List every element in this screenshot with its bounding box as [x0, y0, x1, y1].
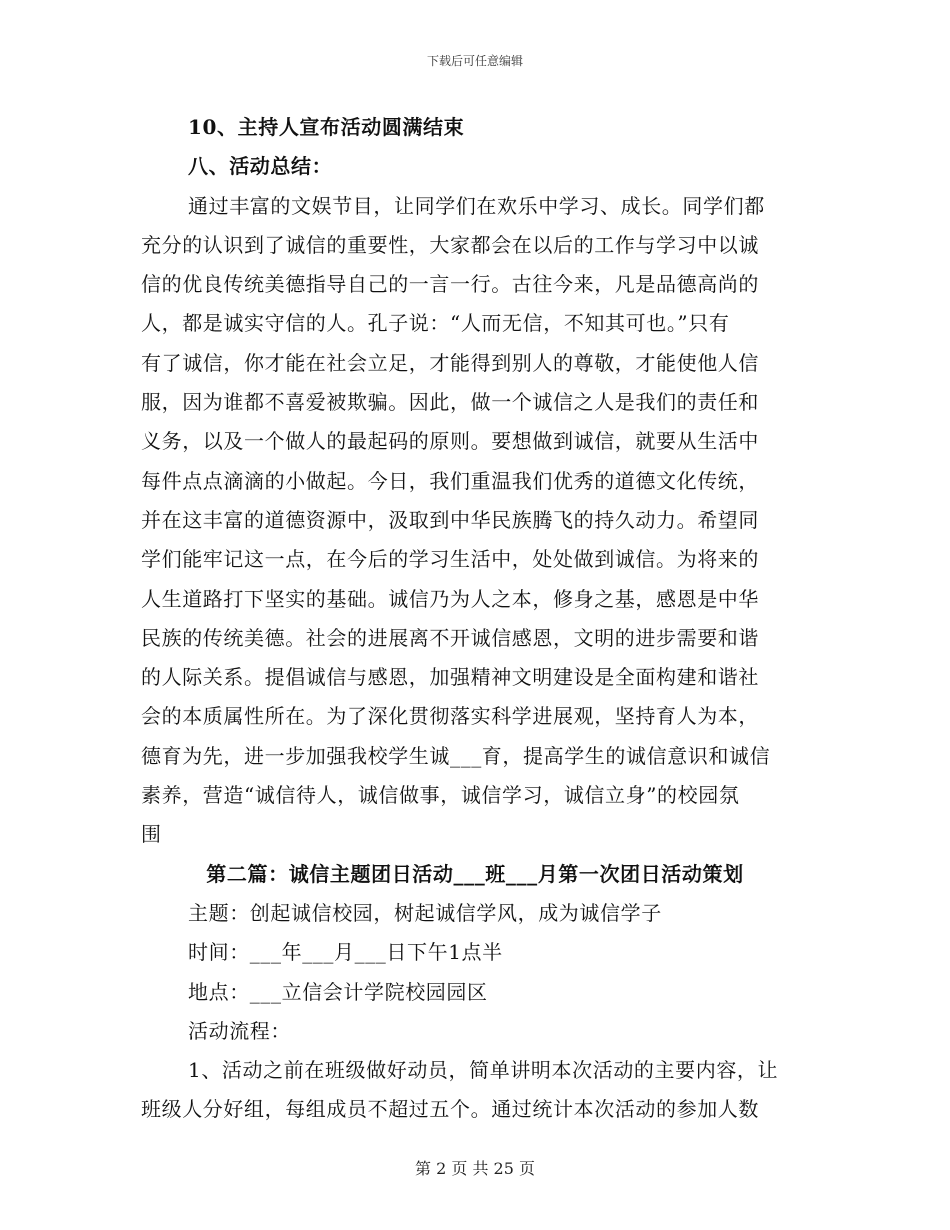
- time-line: 时间：___年___月___日下午1点半: [188, 940, 503, 965]
- paragraph-line: 通过丰富的文娱节目，让同学们在欢乐中学习、成长。同学们都: [188, 193, 765, 218]
- page-footer: 第 2 页 共 25 页: [415, 1159, 535, 1178]
- paragraph-line: 人，都是诚实守信的人。孔子说：“人而无信，不知其可也。”只有: [141, 311, 730, 336]
- paragraph-line: 充分的认识到了诚信的重要性，大家都会在以后的工作与学习中以诚: [141, 232, 759, 257]
- item-ten-heading: 10、主持人宣布活动圆满结束: [188, 115, 465, 139]
- paragraph-line: 每件点点滴滴的小做起。今日，我们重温我们优秀的道德文化传统，: [141, 468, 759, 493]
- paragraph-line: 学们能牢记这一点，在今后的学习生活中，处处做到诚信。为将来的: [141, 547, 759, 572]
- paragraph-line: 1、活动之前在班级做好动员，简单讲明本次活动的主要内容，让: [188, 1058, 779, 1083]
- paragraph-line: 的人际关系。提倡诚信与感恩，加强精神文明建设是全面构建和谐社: [141, 665, 759, 690]
- page-header-note: 下载后可任意编辑: [426, 54, 523, 68]
- process-heading: 活动流程：: [188, 1018, 291, 1043]
- paragraph-line: 并在这丰富的道德资源中，汲取到中华民族腾飞的持久动力。希望同: [141, 507, 759, 532]
- document-body: [141, 108, 809, 1130]
- paragraph-line: 德育为先，进一步加强我校学生诚___育，提高学生的诚信意识和诚信: [141, 743, 771, 768]
- paragraph-line: 有了诚信，你才能在社会立足，才能得到别人的尊敬，才能使他人信: [141, 350, 759, 375]
- section-eight-heading: 八、活动总结：: [188, 154, 333, 179]
- paragraph-line: 素养，营造“诚信待人，诚信做事，诚信学习，诚信立身”的校园氛: [141, 783, 740, 808]
- paragraph-line: 班级人分好组，每组成员不超过五个。通过统计本次活动的参加人数: [141, 1097, 759, 1122]
- paragraph-line: 会的本质属性所在。为了深化贯彻落实科学进展观，坚持育人为本，: [141, 704, 759, 729]
- paragraph-line: 义务，以及一个做人的最起码的原则。要想做到诚信，就要从生活中: [141, 429, 759, 454]
- paragraph-line: 服，因为谁都不喜爱被欺骗。因此，做一个诚信之人是我们的责任和: [141, 390, 759, 415]
- paragraph-line: 围: [141, 822, 162, 847]
- theme-line: 主题：创起诚信校园，树起诚信学风，成为诚信学子: [188, 900, 662, 925]
- location-line: 地点：___立信会计学院校园园区: [188, 979, 488, 1004]
- paragraph-line: 信的优良传统美德指导自己的一言一行。古往今来，凡是品德高尚的: [141, 272, 759, 297]
- paragraph-line: 人生道路打下坚实的基础。诚信乃为人之本，修身之基，感恩是中华: [141, 586, 759, 611]
- paragraph-line: 民族的传统美德。社会的进展离不开诚信感恩，文明的进步需要和谐: [141, 625, 759, 650]
- part-two-title: 第二篇：诚信主题团日活动___班___月第一次团日活动策划: [206, 861, 744, 886]
